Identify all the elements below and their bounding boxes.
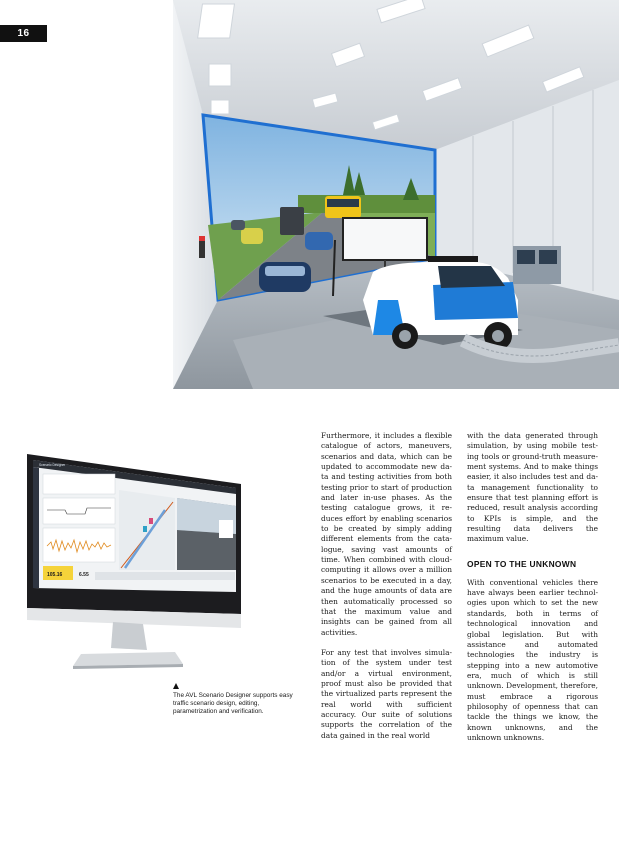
page-number-badge: [0, 25, 47, 42]
page-number: 16: [17, 28, 30, 39]
article-paragraph: with the data generated through simulation, by using mobile testing tools or ground-truth measurement systems. And to make things easier, it also includes test and data management functionality to ensure that test planning effort is reduced, result analysis according to KPIs is simple, and the resulting data delivers the maximum value.: [467, 431, 598, 544]
test-chamber-illustration: [173, 0, 619, 389]
article-column-2: [467, 431, 598, 753]
article-paragraph: For any test that involves simulation of the system under test and/or a virtual environment, proof must also be provided that the virtualized parts represent the real world with sufficient accuracy. Our suite of solutions supports the correlation of the data gained in the real world: [321, 647, 452, 740]
article-paragraph: With conventional vehicles there have always been earlier technologies upon which to set the new standards, both in terms of technological innovation and global legislation. But with assistance and automated technologies the industry is stepping into a new automotive era, much of which is still unknown. Development, therefore, must embrace a rigorous philosophy of openness that can tackle the things we know, the known unknowns, and the unknown unknowns.: [467, 577, 598, 742]
article-column-1: [321, 431, 452, 751]
test-chamber-photo: [173, 0, 619, 389]
monitor-readout-speed: 105.16: [47, 572, 63, 578]
section-heading: OPEN TO THE UNKNOWN: [467, 558, 577, 569]
scenario-designer-monitor-image: [25, 450, 243, 680]
figure-caption: The AVL Scenario Designer supports easy traffic scenario design, editing, parametrization and verification.: [173, 692, 293, 715]
monitor-app-title: Scenario Designer: [39, 463, 66, 467]
article-paragraph: Furthermore, it includes a flexible catalogue of actors, maneuvers, scenarios and data, which can be updated to accommodate new data and testing activities from both testing prior to start of production and later in-use phases. As the testing catalogue grows, it reduces effort by enabling scenarios to be created by simply adding different elements from the catalogue, saving vast amounts of time. When combined with cloud-computing it allows over a million scenarios to be executed in a day, and the huge amounts of data are then automatically processed so that the maximum value and insights can be gained from all activities.: [321, 431, 452, 637]
monitor-illustration: [25, 450, 243, 680]
caption-pointer-icon: [173, 683, 179, 689]
monitor-readout-secondary: 6.55: [79, 572, 89, 578]
